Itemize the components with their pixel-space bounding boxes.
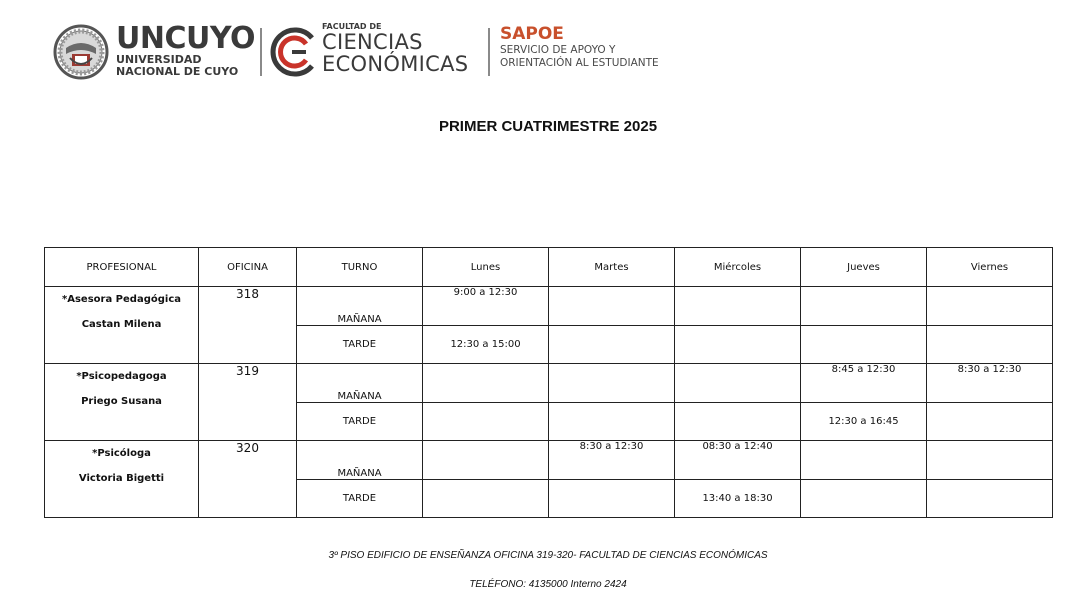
schedule-table — [44, 247, 1053, 518]
slot-lunes — [423, 441, 549, 480]
sapoe-name: SAPOE — [500, 24, 564, 44]
ce-line-2: ECONÓMICAS — [322, 52, 469, 76]
turno-manana: MAÑANA — [297, 287, 423, 326]
uncuyo-name: UNCUYO — [116, 21, 256, 56]
slot-martes — [549, 403, 675, 441]
uncuyo-line-1: UNIVERSIDAD — [116, 53, 202, 66]
col-header-martes: Martes — [549, 248, 675, 287]
col-header-profesional: PROFESIONAL — [45, 248, 199, 287]
slot-martes: 8:30 a 12:30 — [549, 441, 675, 480]
slot-miercoles: 08:30 a 12:40 — [675, 441, 801, 480]
uncuyo-line-2: NACIONAL DE CUYO — [116, 65, 239, 78]
logo-divider — [260, 28, 262, 76]
profesional-role: *Psicopedagoga — [76, 371, 167, 382]
table-row — [45, 364, 1053, 403]
ciencias-economicas-logo — [322, 22, 468, 75]
footer-phone: TELÉFONO: 4135000 Interno 2424 — [469, 579, 627, 590]
page-title: PRIMER CUATRIMESTRE 2025 — [438, 118, 658, 135]
slot-miercoles — [675, 364, 801, 403]
col-header-lunes: Lunes — [423, 248, 549, 287]
ce-line-1: CIENCIAS — [322, 30, 423, 54]
profesional-role: *Psicóloga — [92, 448, 151, 459]
slot-jueves — [801, 480, 927, 518]
office-cell: 318 — [199, 287, 297, 364]
profesional-name: Castan Milena — [81, 319, 162, 330]
footer-address: 3º PISO EDIFICIO DE ENSEÑANZA OFICINA 319-320- FACULTAD DE CIENCIAS ECONÓMICAS — [328, 550, 768, 561]
slot-lunes: 12:30 a 15:00 — [423, 326, 549, 364]
slot-jueves — [801, 441, 927, 480]
table-row — [45, 287, 1053, 326]
slot-lunes — [423, 480, 549, 518]
slot-jueves: 12:30 a 16:45 — [801, 403, 927, 441]
col-header-oficina: OFICINA — [199, 248, 297, 287]
slot-martes — [549, 480, 675, 518]
ciencias-economicas-logo-icon — [266, 26, 320, 78]
uncuyo-seal-icon — [52, 24, 110, 80]
slot-martes — [549, 364, 675, 403]
slot-jueves: 8:45 a 12:30 — [801, 364, 927, 403]
logo-header — [52, 22, 732, 82]
turno-tarde: TARDE — [297, 480, 423, 518]
slot-lunes — [423, 403, 549, 441]
office-cell: 320 — [199, 441, 297, 518]
col-header-jueves: Jueves — [801, 248, 927, 287]
slot-miercoles — [675, 403, 801, 441]
col-header-viernes: Viernes — [927, 248, 1053, 287]
sapoe-line-2: ORIENTACIÓN AL ESTUDIANTE — [500, 57, 659, 69]
uncuyo-logo — [116, 21, 256, 78]
slot-viernes: 8:30 a 12:30 — [927, 364, 1053, 403]
slot-viernes — [927, 287, 1053, 326]
profesional-name: Victoria Bigetti — [78, 473, 165, 484]
profesional-role: *Asesora Pedagógica — [62, 294, 181, 305]
table-row — [45, 441, 1053, 480]
slot-jueves — [801, 287, 927, 326]
slot-lunes — [423, 364, 549, 403]
profesional-cell — [45, 441, 199, 518]
col-header-miercoles: Miércoles — [675, 248, 801, 287]
profesional-name: Priego Susana — [81, 396, 162, 407]
office-cell: 319 — [199, 364, 297, 441]
slot-miercoles — [675, 326, 801, 364]
sapoe-logo — [500, 24, 659, 70]
slot-viernes — [927, 326, 1053, 364]
slot-miercoles — [675, 287, 801, 326]
slot-martes — [549, 326, 675, 364]
slot-miercoles: 13:40 a 18:30 — [675, 480, 801, 518]
turno-tarde: TARDE — [297, 403, 423, 441]
turno-manana: MAÑANA — [297, 364, 423, 403]
slot-viernes — [927, 480, 1053, 518]
slot-lunes: 9:00 a 12:30 — [423, 287, 549, 326]
turno-tarde: TARDE — [297, 326, 423, 364]
profesional-cell — [45, 364, 199, 441]
turno-manana: MAÑANA — [297, 441, 423, 480]
table-header-row — [45, 248, 1053, 287]
slot-jueves — [801, 326, 927, 364]
ce-small-label: FACULTAD DE — [322, 22, 382, 31]
slot-martes — [549, 287, 675, 326]
logo-divider — [488, 28, 490, 76]
col-header-turno: TURNO — [297, 248, 423, 287]
slot-viernes — [927, 441, 1053, 480]
sapoe-line-1: SERVICIO DE APOYO Y — [500, 44, 616, 56]
profesional-cell — [45, 287, 199, 364]
slot-viernes — [927, 403, 1053, 441]
